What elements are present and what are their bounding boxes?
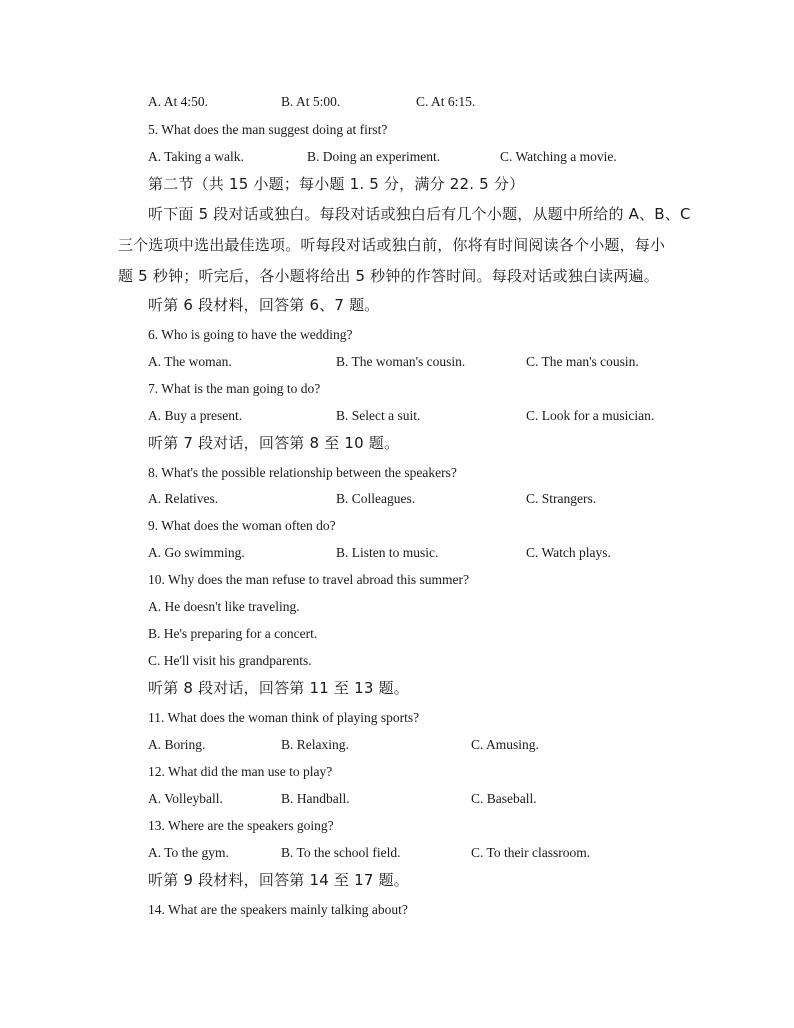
question-text: 14. What are the speakers mainly talking about? xyxy=(148,902,408,917)
passage-8-label: 听第 8 段对话，回答第 11 至 13 题。 xyxy=(148,679,409,697)
option-b: B. Colleagues. xyxy=(336,491,416,506)
option-c: C. Strangers. xyxy=(526,491,597,506)
option-a: A. Volleyball. xyxy=(148,791,223,806)
question-text: 13. Where are the speakers going? xyxy=(148,818,334,833)
option-b: B. Relaxing. xyxy=(281,737,349,752)
instructions-line-1: 听下面 5 段对话或独白。每段对话或独白后有几个小题，从题中所给的 A、B、C xyxy=(148,205,691,223)
option-c: C. The man's cousin. xyxy=(526,354,639,369)
option-c: C. Look for a musician. xyxy=(526,408,655,423)
section-heading: 第二节（共 15 小题；每小题 1. 5 分，满分 22. 5 分） xyxy=(148,175,525,193)
question-text: 11. What does the woman think of playing sports? xyxy=(148,710,420,725)
option-c: C. At 6:15. xyxy=(416,94,476,109)
option-a: A. Boring. xyxy=(148,737,206,752)
question-text: 10. Why does the man refuse to travel abroad this summer? xyxy=(148,572,470,587)
option-c: C. Baseball. xyxy=(471,791,537,806)
question-text: 7. What is the man going to do? xyxy=(148,381,321,396)
option-b: B. The woman's cousin. xyxy=(336,354,466,369)
option-c: C. Watching a movie. xyxy=(500,149,617,164)
question-text: 8. What's the possible relationship between the speakers? xyxy=(148,465,457,480)
passage-9-label: 听第 9 段材料，回答第 14 至 17 题。 xyxy=(148,871,409,889)
option-b: B. Handball. xyxy=(281,791,350,806)
question-text: 9. What does the woman often do? xyxy=(148,518,336,533)
option-b: B. He's preparing for a concert. xyxy=(148,626,318,641)
option-c: C. Amusing. xyxy=(471,737,539,752)
instructions-line-2: 三个选项中选出最佳选项。听每段对话或独白前，你将有时间阅读各个小题，每小 xyxy=(118,236,666,254)
option-b: B. Select a suit. xyxy=(336,408,421,423)
question-text: 12. What did the man use to play? xyxy=(148,764,333,779)
question-text: 5. What does the man suggest doing at first? xyxy=(148,122,388,137)
option-a: A. Relatives. xyxy=(148,491,219,506)
option-a: A. At 4:50. xyxy=(148,94,209,109)
passage-6-label: 听第 6 段材料，回答第 6、7 题。 xyxy=(148,296,380,314)
passage-7-label: 听第 7 段对话，回答第 8 至 10 题。 xyxy=(148,434,400,452)
option-b: B. Listen to music. xyxy=(336,545,439,560)
option-a: A. He doesn't like traveling. xyxy=(148,599,300,614)
option-c: C. He'll visit his grandparents. xyxy=(148,653,312,668)
option-a: A. Go swimming. xyxy=(148,545,245,560)
instructions-line-3: 题 5 秒钟；听完后，各小题将给出 5 秒钟的作答时间。每段对话或独白读两遍。 xyxy=(118,267,659,285)
question-text: 6. Who is going to have the wedding? xyxy=(148,327,353,342)
option-a: A. To the gym. xyxy=(148,845,229,860)
option-a: A. The woman. xyxy=(148,354,232,369)
option-a: A. Buy a present. xyxy=(148,408,243,423)
option-b: B. At 5:00. xyxy=(281,94,341,109)
option-c: C. Watch plays. xyxy=(526,545,611,560)
option-c: C. To their classroom. xyxy=(471,845,591,860)
option-a: A. Taking a walk. xyxy=(148,149,244,164)
option-b: B. To the school field. xyxy=(281,845,401,860)
option-b: B. Doing an experiment. xyxy=(307,149,441,164)
